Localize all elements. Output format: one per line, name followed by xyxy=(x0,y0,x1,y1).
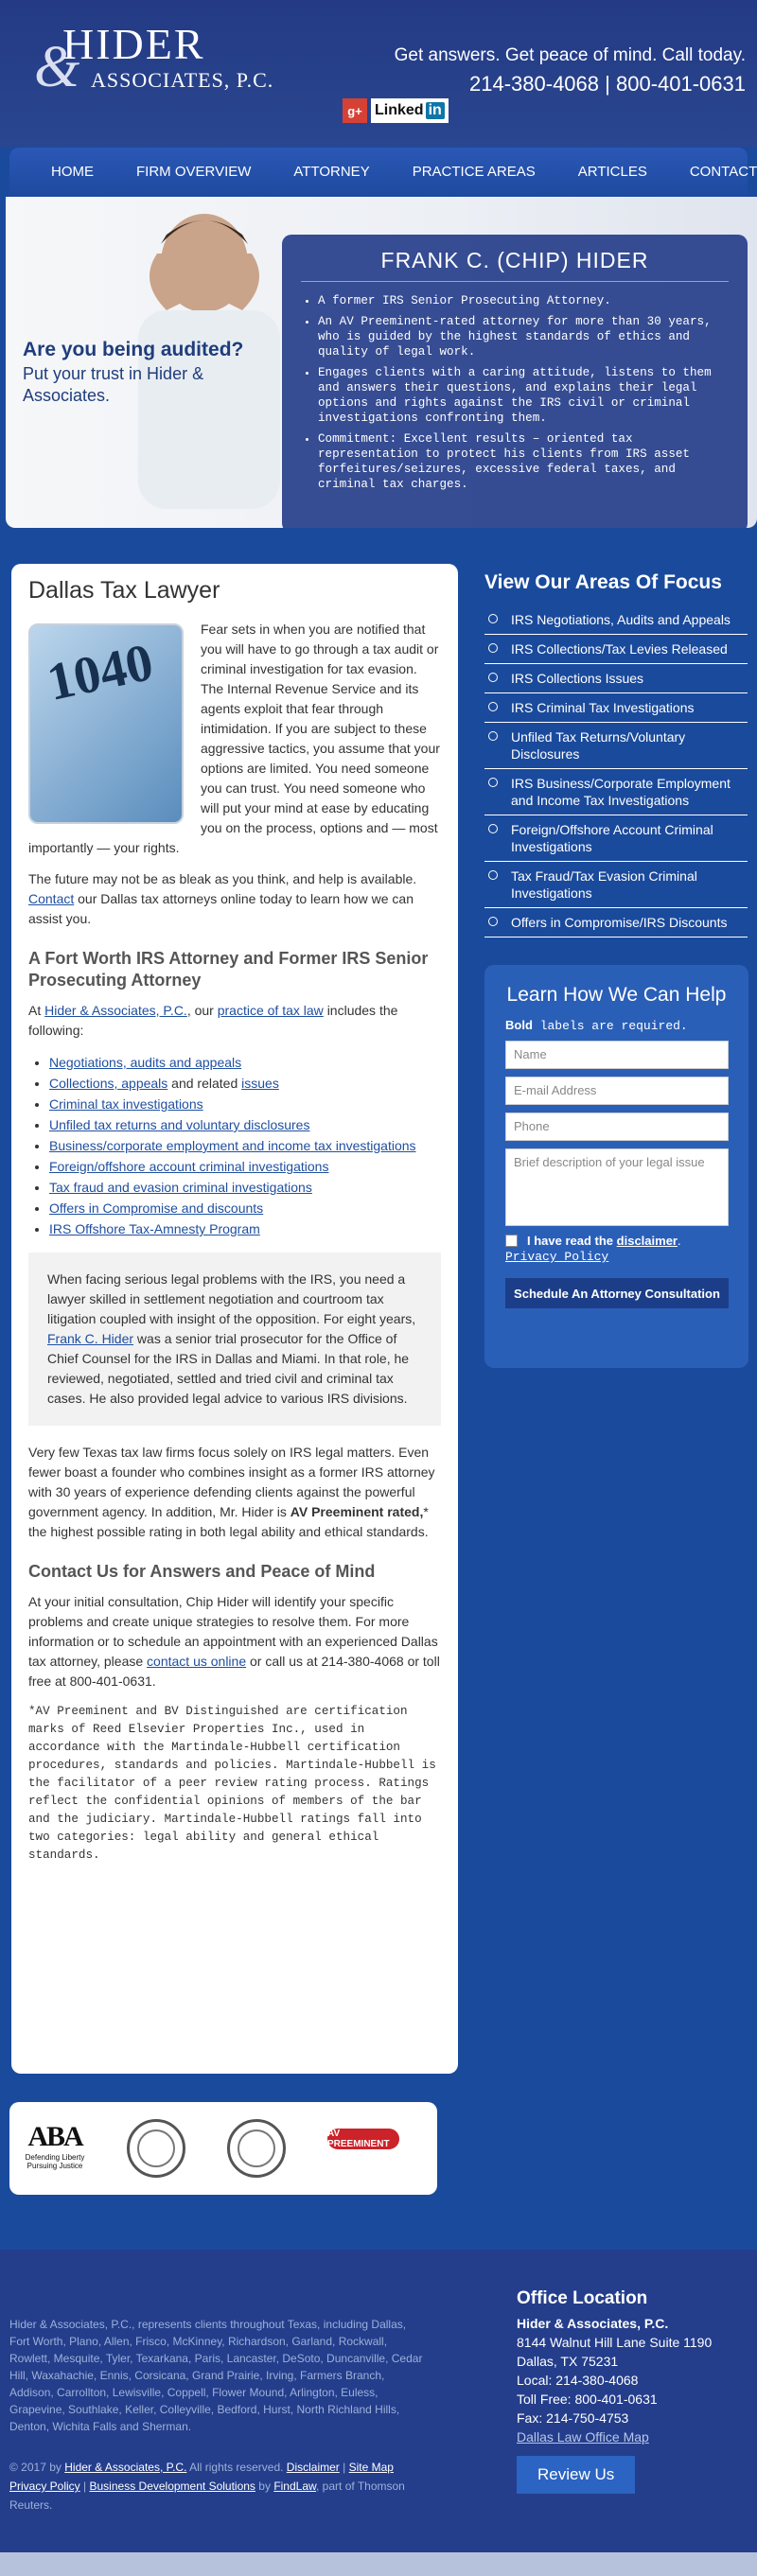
required-bold: Bold xyxy=(505,1018,533,1032)
tax-form-number: 1040 xyxy=(42,633,159,712)
office-map-link[interactable]: Dallas Law Office Map xyxy=(517,2429,649,2445)
attorney-bullet: • Engages clients with a caring attitude, listens to them and answers their questions, and explains their legal options and rights against the IRS civil or criminal investigations confronting them. xyxy=(318,365,729,426)
disclaimer-check-row xyxy=(505,1234,728,1248)
site-footer xyxy=(0,2250,757,2552)
required-text: labels are required. xyxy=(539,1019,688,1033)
page-title: Dallas Tax Lawyer xyxy=(28,577,220,604)
affiliation-logos xyxy=(9,2102,437,2195)
main-content xyxy=(11,564,458,2074)
area-item[interactable]: Unfiled Tax Returns/Voluntary Disclosures xyxy=(484,723,748,769)
service-link[interactable]: Criminal tax investigations xyxy=(49,1096,203,1112)
logo-name: HIDER xyxy=(62,20,205,68)
practice-intro xyxy=(28,1001,441,1041)
attorney-callout xyxy=(28,1253,441,1426)
practice-text-3: includes the following: xyxy=(28,1003,398,1038)
office-title: Office Location xyxy=(517,2288,648,2308)
required-note xyxy=(505,1018,728,1033)
list-item xyxy=(49,1052,441,1073)
practice-text-2: , our xyxy=(186,1003,214,1018)
linkedin-text: Linked xyxy=(375,102,424,118)
office-address-1: 8144 Walnut Hill Lane Suite 1190 xyxy=(517,2335,713,2350)
header-phones xyxy=(469,72,746,96)
service-link[interactable]: IRS Offshore Tax-Amnesty Program xyxy=(49,1221,260,1236)
description-textarea[interactable]: Brief description of your legal issue xyxy=(505,1148,729,1226)
nav-articles[interactable]: ARTICLES xyxy=(577,163,647,180)
seal-center xyxy=(137,2129,175,2167)
areas-title: View Our Areas Of Focus xyxy=(484,571,722,593)
area-item[interactable]: IRS Collections/Tax Levies Released xyxy=(484,635,748,664)
hero-banner xyxy=(6,197,757,528)
service-link[interactable]: Tax fraud and evasion criminal investigations xyxy=(49,1180,312,1195)
header-tagline: Get answers. Get peace of mind. Call today. xyxy=(394,45,746,65)
dallas-bar-seal-icon xyxy=(127,2119,185,2178)
office-local-phone: Local: 214-380-4068 xyxy=(517,2373,639,2388)
practice-of-tax-law-link[interactable]: practice of tax law xyxy=(217,1003,324,1018)
footer-sep: | xyxy=(343,2461,346,2474)
av-rating: AV Preeminent rated, xyxy=(290,1504,424,1519)
footer-sep: | xyxy=(83,2480,87,2493)
consultation-text: At your initial consultation, Chip Hider will identify your specific problems and create unique strategies to resolve them. For more information or to schedule an appointment with an experienced Dallas tax attorney, please xyxy=(28,1594,438,1669)
phone-input[interactable]: Phone xyxy=(505,1113,729,1141)
area-item[interactable]: Tax Fraud/Tax Evasion Criminal Investigations xyxy=(484,862,748,908)
rights-text: All rights reserved. xyxy=(189,2461,284,2474)
aba-mark: ABA xyxy=(27,2121,82,2152)
area-item[interactable]: Foreign/Offshore Account Criminal Investigations xyxy=(484,815,748,862)
seal-center xyxy=(238,2129,275,2167)
consultation-text-end: or call us at 214-380-4068 or toll free at 800-401-0631. xyxy=(28,1654,440,1689)
av-preeminent-badge: AV PREEMINENT xyxy=(327,2129,399,2149)
bottom-strip xyxy=(0,2552,757,2576)
service-text: and related xyxy=(167,1076,242,1091)
callout-text-end: was a senior trial prosecutor for the Office of Chief Counsel for the IRS in Dallas and Miami. In that role, he reviewed, negotiated, settled and tried civil and criminal tax cases. He also provided legal advice to various IRS divisions. xyxy=(47,1331,410,1406)
disclaimer-end: . xyxy=(678,1234,681,1248)
site-map-link[interactable]: Site Map xyxy=(348,2461,394,2474)
footer-privacy-link[interactable]: Privacy Policy xyxy=(9,2480,80,2493)
nav-home[interactable]: HOME xyxy=(51,163,94,180)
consultation-paragraph xyxy=(28,1592,441,1691)
footer-firm-link[interactable]: Hider & Associates, P.C. xyxy=(64,2461,187,2474)
experience-text-end: * the highest possible rating in both legal ability and ethical standards. xyxy=(28,1504,429,1539)
help-text: The future may not be as bleak as you think, and help is available. xyxy=(28,871,417,886)
service-link[interactable]: Negotiations, audits and appeals xyxy=(49,1055,242,1070)
email-input[interactable]: E-mail Address xyxy=(505,1077,729,1105)
experience-text: Very few Texas tax law firms focus solely on IRS legal matters. Even fewer boast a founder who combines insight as a former IRS attorney with 30 years of experience defending clients against the powerful government agency. In addition, Mr. Hider is xyxy=(28,1445,435,1519)
service-link[interactable]: Unfiled tax returns and voluntary disclosures xyxy=(49,1117,310,1132)
service-link[interactable]: Business/corporate employment and income tax investigations xyxy=(49,1138,416,1153)
privacy-policy-link[interactable]: Privacy Policy xyxy=(505,1250,609,1264)
attorney-bullet: • Commitment: Excellent results – oriented tax representation to protect his clients from IRS asset forfeitures/seizures, excessive federal taxes, and criminal tax charges. xyxy=(318,431,729,492)
nav-practice-areas[interactable]: PRACTICE AREAS xyxy=(412,163,536,180)
list-item xyxy=(49,1218,441,1239)
phone-local[interactable]: 214-380-4068 xyxy=(469,72,600,96)
list-item xyxy=(49,1114,441,1135)
attorney-bullets xyxy=(301,293,729,492)
contact-online-link[interactable]: contact us online xyxy=(147,1654,247,1669)
findlaw-link[interactable]: FindLaw xyxy=(273,2480,317,2493)
office-firm: Hider & Associates, P.C. xyxy=(517,2316,669,2331)
nav-firm-overview[interactable]: FIRM OVERVIEW xyxy=(136,163,252,180)
tax-form-image xyxy=(28,623,184,824)
hero-subtitle: Put your trust in Hider & Associates. xyxy=(23,364,204,406)
aba-logo xyxy=(21,2121,89,2176)
linkedin-in: in xyxy=(426,102,445,119)
help-text-end: our Dallas tax attorneys online today to learn how we can assist you. xyxy=(28,891,414,926)
service-link[interactable]: Collections, appeals xyxy=(49,1076,168,1091)
services-list xyxy=(28,1052,441,1239)
phone-separator: | xyxy=(605,72,610,96)
office-fax: Fax: 214-750-4753 xyxy=(517,2410,629,2426)
list-item xyxy=(49,1198,441,1218)
issues-link[interactable]: issues xyxy=(241,1076,279,1091)
disclaimer-link[interactable]: disclaimer xyxy=(616,1234,678,1248)
copyright-text: © 2017 by xyxy=(9,2461,62,2474)
service-area-text: Hider & Associates, P.C., represents clients throughout Texas, including Dallas, Fort Worth, Plano, Allen, Frisco, McKinney, Richardson, Garland, Rockwall, Rowlett, Mesquite, Tyler, Texarkana, Paris, Lancaster, DeSoto, Duncanville, Cedar Hill, Waxahachie, Ennis, Corsicana, Grand Prairie, Irving, Farmers Branch, Addison, Carrollton, Lewisville, Coppell, Flower Mound, Arlington, Euless, Grapevine, Southlake, Keller, Colleyville, Bedford, Hurst, North Richland Hills, Denton, Wichita Falls and Sherman. xyxy=(9,2318,423,2433)
footer-disclaimer-link[interactable]: Disclaimer xyxy=(286,2461,340,2474)
attorney-link[interactable]: Frank C. Hider xyxy=(47,1331,134,1346)
form-title: Learn How We Can Help xyxy=(506,984,727,1006)
main-nav xyxy=(9,148,757,195)
contact-link[interactable]: Contact xyxy=(28,891,75,906)
nav-attorney[interactable]: ATTORNEY xyxy=(293,163,370,180)
by-text: by xyxy=(258,2480,271,2493)
area-item[interactable]: IRS Criminal Tax Investigations xyxy=(484,693,748,723)
disclaimer-label: I have read the xyxy=(527,1234,614,1248)
copyright xyxy=(9,2458,428,2515)
google-plus-icon[interactable]: g+ xyxy=(343,98,367,123)
area-item[interactable]: Offers in Compromise/IRS Discounts xyxy=(484,908,748,938)
help-paragraph xyxy=(28,869,441,929)
practice-text: At xyxy=(28,1003,42,1018)
office-tollfree-phone: Toll Free: 800-401-0631 xyxy=(517,2392,658,2407)
experience-paragraph xyxy=(28,1443,441,1542)
area-item[interactable]: IRS Collections Issues xyxy=(484,664,748,693)
review-us-button[interactable]: Review Us xyxy=(517,2456,635,2494)
attorney-name: FRANK C. (CHIP) HIDER xyxy=(301,248,729,282)
nav-contact[interactable]: CONTACT xyxy=(689,163,757,180)
site-header xyxy=(0,0,757,147)
phone-tollfree[interactable]: 800-401-0631 xyxy=(615,72,746,96)
hero-question: Are you being audited? xyxy=(23,339,244,360)
attorney-panel xyxy=(282,235,748,528)
list-item xyxy=(49,1094,441,1114)
service-link[interactable]: Offers in Compromise and discounts xyxy=(49,1200,264,1216)
disclaimer-checkbox[interactable] xyxy=(505,1235,518,1247)
list-item xyxy=(49,1135,441,1156)
service-link[interactable]: Foreign/offshore account criminal investigations xyxy=(49,1159,329,1174)
areas-list xyxy=(484,605,748,938)
logo-subtitle: ASSOCIATES, P.C. xyxy=(91,68,274,92)
social-links xyxy=(343,98,449,123)
section-heading-fort-worth: A Fort Worth IRS Attorney and Former IRS Senior Prosecuting Attorney xyxy=(28,949,429,990)
aba-tagline: Defending Liberty Pursuing Justice xyxy=(25,2153,85,2170)
thomson-text: , part of Thomson Reuters. xyxy=(9,2480,405,2512)
intro-paragraph: Fear sets in when you are notified that you will have to go through a tax audit or criminal investigation for tax evasion. The Internal Revenue Service and its agents exploit that fear through intimidation. If you are subject to these aggressive tactics, you assume that your options are limited. You need someone you can trust. You need someone who will put your mind at ease by educating you on the process, options and — most importantly — your rights. xyxy=(28,622,440,855)
list-item xyxy=(49,1156,441,1177)
av-disclaimer: *AV Preeminent and BV Distinguished are certification marks of Reed Elsevier Properties Inc., used in accordance with the Martindale-Hubbell certification procedures, standards and policies. Martindale-Hubbell is the facilitator of a peer review rating process. Ratings reflect the confidential opinions of members of the bar and the judiciary. Martindale-Hubbell ratings fall into two categories: legal ability and general ethical standards. xyxy=(28,1705,436,1862)
state-bar-seal-icon xyxy=(227,2119,286,2178)
area-item[interactable]: IRS Business/Corporate Employment and Income Tax Investigations xyxy=(484,769,748,815)
list-item xyxy=(49,1177,441,1198)
callout-text: When facing serious legal problems with the IRS, you need a lawyer skilled in settlement negotiation and courtroom tax litigation coupled with insight of the opposition. For eight years, xyxy=(47,1271,416,1326)
firm-link[interactable]: Hider & Associates, P.C. xyxy=(44,1003,187,1018)
logo-ampersand: & xyxy=(34,35,80,99)
list-item xyxy=(49,1073,441,1094)
schedule-consultation-button[interactable]: Schedule An Attorney Consultation xyxy=(505,1278,729,1308)
linkedin-icon[interactable] xyxy=(371,98,449,123)
office-location xyxy=(517,2289,744,2494)
consultation-form xyxy=(484,965,748,1368)
section-heading-contact: Contact Us for Answers and Peace of Mind xyxy=(28,1562,376,1581)
name-input[interactable]: Name xyxy=(505,1041,729,1069)
attorney-bullet: • A former IRS Senior Prosecuting Attorney. xyxy=(318,293,729,308)
area-item[interactable]: IRS Negotiations, Audits and Appeals xyxy=(484,605,748,635)
attorney-bullet: • An AV Preeminent-rated attorney for more than 30 years, who is guided by the highest standards of ethics and quality of legal work. xyxy=(318,314,729,359)
business-dev-link[interactable]: Business Development Solutions xyxy=(89,2480,255,2493)
office-address-2: Dallas, TX 75231 xyxy=(517,2354,619,2369)
